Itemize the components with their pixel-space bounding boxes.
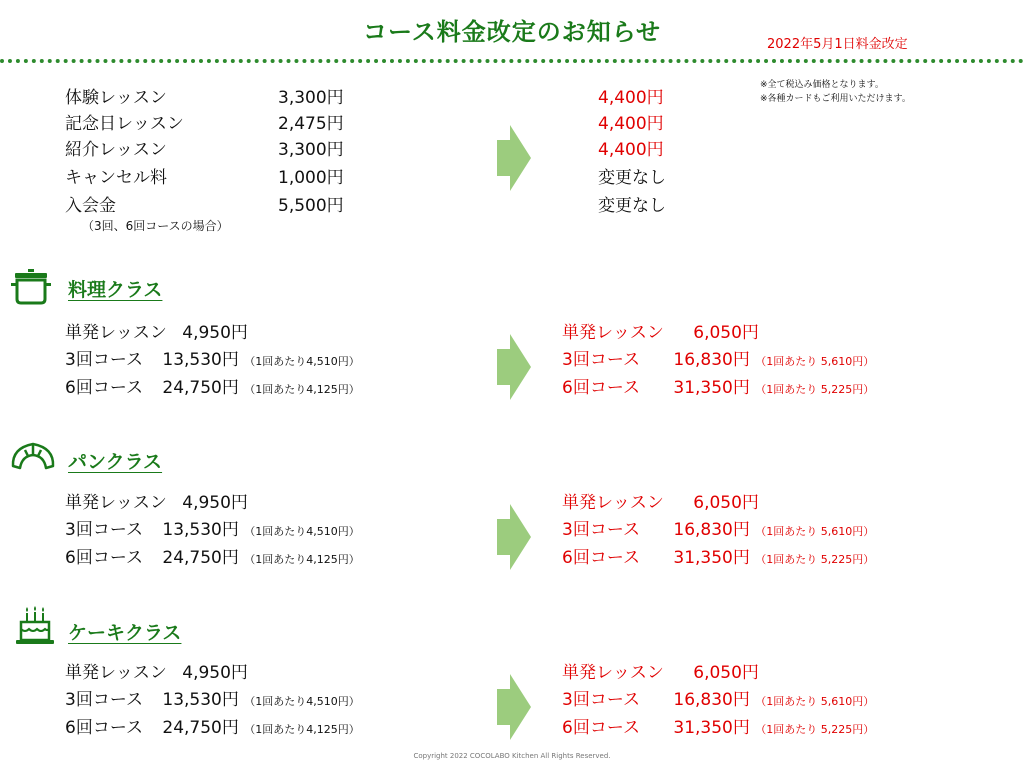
course-price: 31,350円 bbox=[673, 718, 750, 738]
course-label: 単発レッスン bbox=[562, 323, 664, 343]
new-price-row bbox=[562, 488, 759, 513]
fee-new-price: 変更なし bbox=[598, 168, 666, 188]
course-label: 3回コース bbox=[562, 520, 640, 540]
new-price-row bbox=[562, 543, 874, 568]
course-label: 単発レッスン bbox=[562, 493, 664, 513]
course-label: 6回コース bbox=[562, 378, 640, 398]
course-price: 24,750円 bbox=[162, 378, 239, 398]
revision-date: 2022年5月1日料金改定 bbox=[767, 37, 908, 52]
pot-icon bbox=[10, 268, 52, 306]
page-title: コース料金改定のお知らせ bbox=[362, 18, 662, 46]
per-lesson-price: （1回あたり4,125円） bbox=[244, 383, 360, 396]
course-label: 3回コース bbox=[65, 690, 143, 710]
course-price: 31,350円 bbox=[673, 378, 750, 398]
old-price-row bbox=[65, 515, 360, 540]
course-label: 単発レッスン bbox=[65, 493, 167, 513]
new-price-row bbox=[562, 373, 874, 398]
per-lesson-price: （1回あたり4,510円） bbox=[244, 525, 360, 538]
new-price-row bbox=[562, 318, 759, 343]
course-price: 13,530円 bbox=[162, 350, 239, 370]
fee-old-price: 3,300円 bbox=[278, 140, 344, 160]
per-lesson-price: （1回あたり4,125円） bbox=[244, 553, 360, 566]
new-price-row bbox=[562, 345, 874, 370]
course-label: 単発レッスン bbox=[65, 663, 167, 683]
course-label: 6回コース bbox=[562, 718, 640, 738]
arrow-right-icon bbox=[497, 334, 531, 400]
per-lesson-price: （1回あたり 5,610円） bbox=[755, 695, 875, 708]
fee-label: 入会金 bbox=[65, 196, 116, 216]
per-lesson-price: （1回あたり 5,225円） bbox=[755, 383, 875, 396]
course-label: 3回コース bbox=[562, 690, 640, 710]
course-label: 3回コース bbox=[65, 520, 143, 540]
old-price-row bbox=[65, 345, 360, 370]
new-price-row bbox=[562, 685, 874, 710]
fee-label: 紹介レッスン bbox=[65, 140, 167, 160]
fee-old-price: 3,300円 bbox=[278, 88, 344, 108]
course-price: 24,750円 bbox=[162, 548, 239, 568]
admission-note: （3回、6回コースの場合） bbox=[82, 219, 229, 233]
dotted-divider bbox=[0, 59, 1024, 63]
cake-icon bbox=[15, 605, 55, 647]
fee-new-price: 4,400円 bbox=[598, 114, 664, 134]
fee-new-price: 4,400円 bbox=[598, 88, 664, 108]
course-price: 4,950円 bbox=[182, 493, 248, 513]
new-price-row bbox=[562, 658, 759, 683]
per-lesson-price: （1回あたり 5,610円） bbox=[755, 525, 875, 538]
course-label: 単発レッスン bbox=[65, 323, 167, 343]
course-price: 16,830円 bbox=[673, 690, 750, 710]
course-price: 4,950円 bbox=[182, 323, 248, 343]
course-price: 13,530円 bbox=[162, 690, 239, 710]
old-price-row bbox=[65, 543, 360, 568]
course-label: 6回コース bbox=[65, 718, 143, 738]
section-title: 料理クラス bbox=[68, 279, 163, 301]
course-label: 3回コース bbox=[65, 350, 143, 370]
fee-old-price: 5,500円 bbox=[278, 196, 344, 216]
course-price: 13,530円 bbox=[162, 520, 239, 540]
course-price: 6,050円 bbox=[693, 323, 759, 343]
new-price-row bbox=[562, 713, 874, 738]
old-price-row bbox=[65, 685, 360, 710]
fee-label: キャンセル料 bbox=[65, 168, 167, 188]
arrow-right-icon bbox=[497, 674, 531, 740]
fee-new-price: 変更なし bbox=[598, 196, 666, 216]
fee-label: 記念日レッスン bbox=[65, 114, 184, 134]
fee-old-price: 2,475円 bbox=[278, 114, 344, 134]
per-lesson-price: （1回あたり4,510円） bbox=[244, 355, 360, 368]
new-price-row bbox=[562, 515, 874, 540]
card-note: ※各種カードもご利用いただけます。 bbox=[760, 94, 911, 104]
per-lesson-price: （1回あたり 5,225円） bbox=[755, 723, 875, 736]
fee-new-price: 4,400円 bbox=[598, 140, 664, 160]
old-price-row bbox=[65, 488, 248, 513]
copyright: Copyright 2022 COCOLABO Kitchen All Rights Reserved. bbox=[413, 752, 611, 760]
course-price: 6,050円 bbox=[693, 663, 759, 683]
fee-label: 体験レッスン bbox=[65, 88, 167, 108]
section-title: ケーキクラス bbox=[68, 622, 182, 644]
course-price: 6,050円 bbox=[693, 493, 759, 513]
per-lesson-price: （1回あたり4,125円） bbox=[244, 723, 360, 736]
course-price: 24,750円 bbox=[162, 718, 239, 738]
croissant-icon bbox=[10, 440, 56, 472]
tax-note: ※全て税込み価格となります。 bbox=[760, 80, 884, 90]
course-price: 31,350円 bbox=[673, 548, 750, 568]
course-price: 4,950円 bbox=[182, 663, 248, 683]
old-price-row bbox=[65, 713, 360, 738]
arrow-right-icon bbox=[497, 504, 531, 570]
course-label: 3回コース bbox=[562, 350, 640, 370]
course-label: 6回コース bbox=[65, 548, 143, 568]
course-label: 単発レッスン bbox=[562, 663, 664, 683]
course-price: 16,830円 bbox=[673, 520, 750, 540]
fee-old-price: 1,000円 bbox=[278, 168, 344, 188]
old-price-row bbox=[65, 658, 248, 683]
per-lesson-price: （1回あたり 5,225円） bbox=[755, 553, 875, 566]
per-lesson-price: （1回あたり4,510円） bbox=[244, 695, 360, 708]
per-lesson-price: （1回あたり 5,610円） bbox=[755, 355, 875, 368]
course-label: 6回コース bbox=[65, 378, 143, 398]
course-label: 6回コース bbox=[562, 548, 640, 568]
course-price: 16,830円 bbox=[673, 350, 750, 370]
arrow-right-icon bbox=[497, 125, 531, 191]
section-title: パンクラス bbox=[68, 451, 163, 473]
old-price-row bbox=[65, 318, 248, 343]
old-price-row bbox=[65, 373, 360, 398]
